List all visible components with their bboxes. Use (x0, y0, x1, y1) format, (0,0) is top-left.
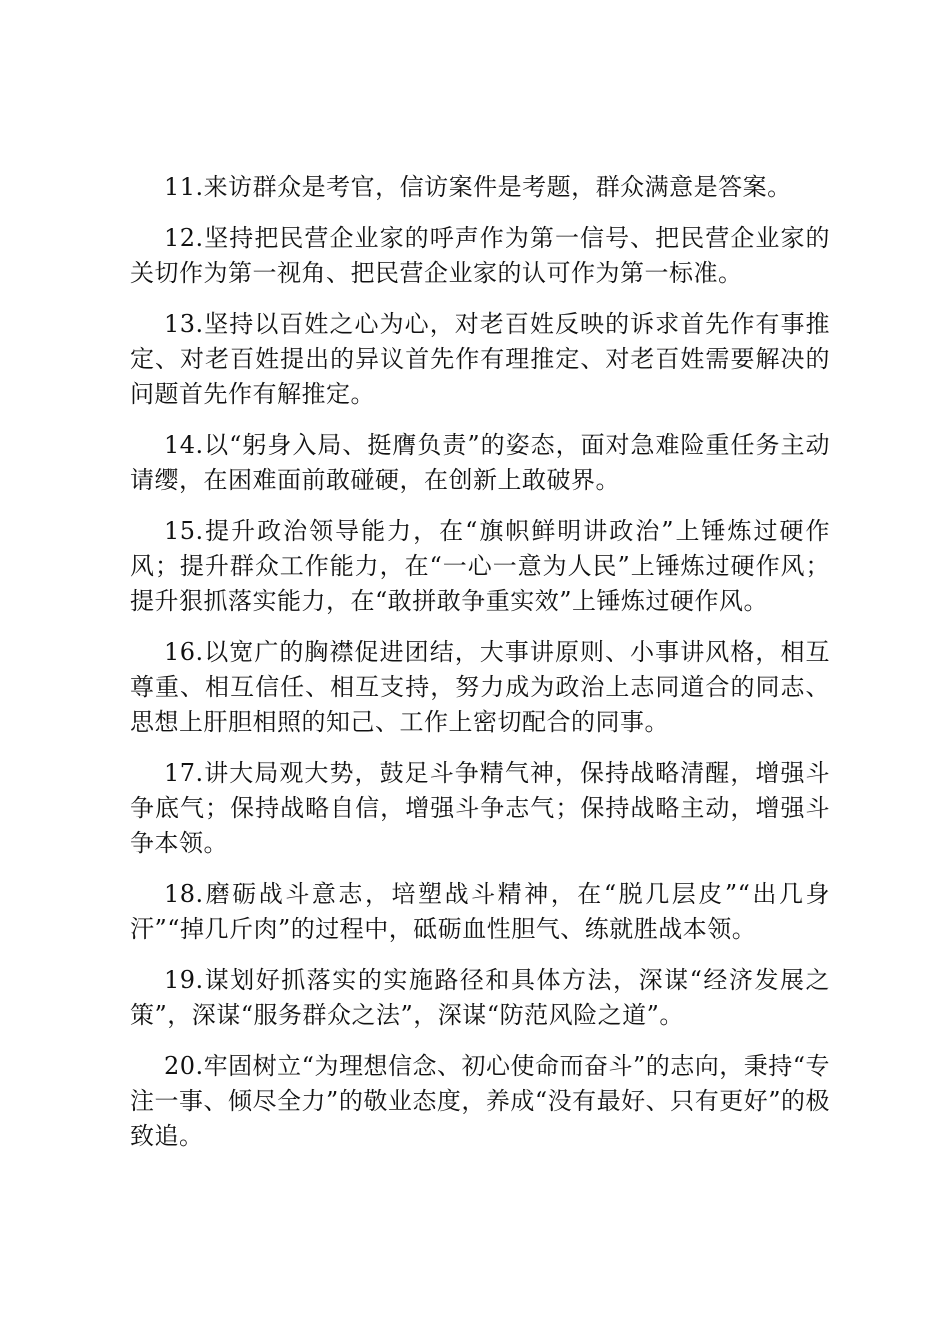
paragraph-19: 19.谋划好抓落实的实施路径和具体方法，深谋“经济发展之策”，深谋“服务群众之法”，深谋“防范风险之道”。 (130, 966, 830, 1029)
paragraph-12: 12.坚持把民营企业家的呼声作为第一信号、把民营企业家的关切作为第一视角、把民营企业家的认可作为第一标准。 (130, 224, 830, 287)
document-body (130, 170, 830, 1170)
paragraph-16: 16.以宽广的胸襟促进团结，大事讲原则、小事讲风格，相互尊重、相互信任、相互支持，努力成为政治上志同道合的同志、思想上肝胆相照的知己、工作上密切配合的同事。 (130, 638, 830, 736)
paragraph-20: 20.牢固树立“为理想信念、初心使命而奋斗”的志向，秉持“专注一事、倾尽全力”的敬业态度，养成“没有最好、只有更好”的极致追。 (130, 1052, 830, 1150)
paragraph-17: 17.讲大局观大势，鼓足斗争精气神，保持战略清醒，增强斗争底气；保持战略自信，增强斗争志气；保持战略主动，增强斗争本领。 (130, 759, 830, 857)
paragraph-15: 15.提升政治领导能力，在“旗帜鲜明讲政治”上锤炼过硬作风；提升群众工作能力，在“一心一意为人民”上锤炼过硬作风；提升狠抓落实能力，在“敢拼敢争重实效”上锤炼过硬作风。 (130, 517, 830, 615)
paragraph-11: 11.来访群众是考官，信访案件是考题，群众满意是答案。 (164, 173, 792, 201)
paragraph-18: 18.磨砺战斗意志，培塑战斗精神，在“脱几层皮”“出几身汗”“掉几斤肉”的过程中，砥砺血性胆气、练就胜战本领。 (130, 880, 830, 943)
paragraph-14: 14.以“躬身入局、挺膺负责”的姿态，面对急难险重任务主动请缨，在困难面前敢碰硬，在创新上敢破界。 (130, 431, 830, 494)
paragraph-13: 13.坚持以百姓之心为心，对老百姓反映的诉求首先作有事推定、对老百姓提出的异议首先作有理推定、对老百姓需要解决的问题首先作有解推定。 (130, 310, 830, 408)
